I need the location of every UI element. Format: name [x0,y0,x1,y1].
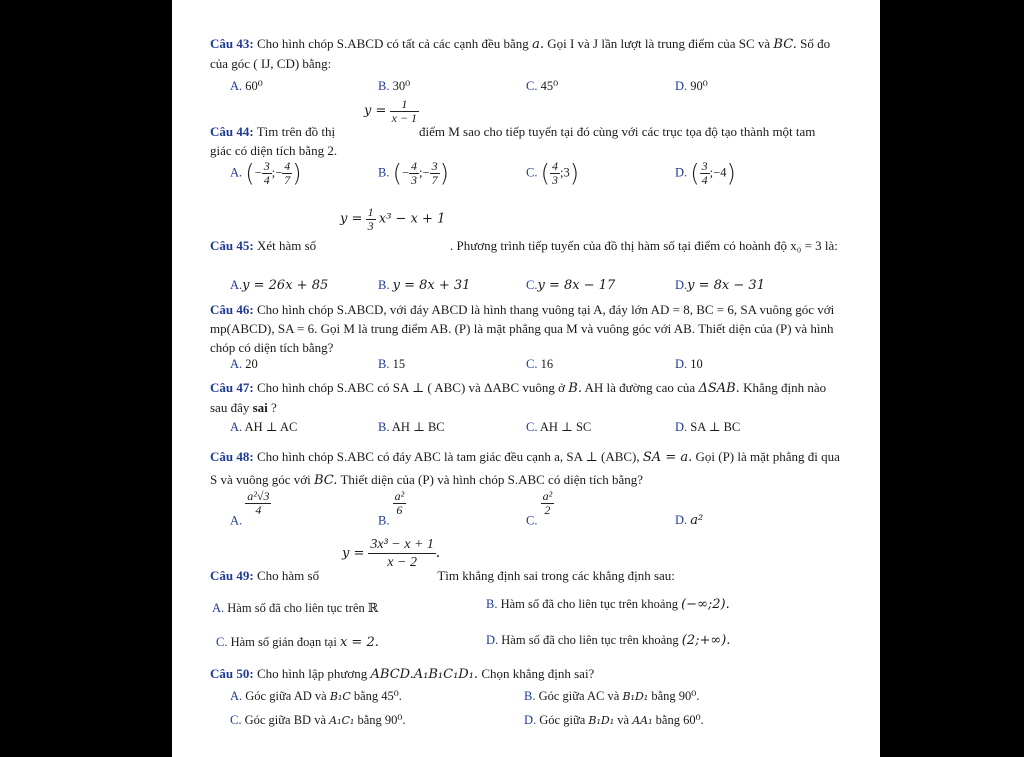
option-a[interactable] [230,419,297,435]
option-label: A. [230,513,243,528]
option-label: A. [230,420,243,434]
question-46 [210,300,840,357]
math-var: BC. [314,473,338,488]
fraction-numerator: 4 [411,159,418,173]
formula-lhs: y = [364,103,387,119]
fraction-numerator: 1 [390,98,419,112]
option-label: B. [378,165,390,180]
fraction-numerator: 3x³ − x + 1 [370,537,434,552]
question-text: AH là đường cao của [584,380,696,395]
question-text: Số đo của góc ( IJ, CD) bằng: [210,36,831,71]
fraction-numerator: a²√3 [247,489,270,503]
formula-lhs: y = [342,546,365,562]
option-math: B₁D₁ [622,690,649,703]
option-c[interactable] [526,490,554,528]
option-label: C. [526,420,538,434]
fraction-numerator: 3 [701,159,708,173]
option-a[interactable] [230,688,402,705]
option-label: A. [230,357,243,371]
option-math: B₁D₁ [588,714,615,727]
question-49 [210,566,840,585]
option-math: (−∞;2). [681,597,730,612]
fraction-denominator: 4 [263,173,270,187]
option-label: D. [675,79,688,93]
option-c[interactable] [526,419,591,435]
option-b[interactable] [378,78,410,94]
option-text: bằng 45⁰. [353,689,402,703]
question-48 [210,446,840,492]
sign: − [275,165,283,180]
option-label: D. [486,633,499,647]
option-label: D. [675,165,688,180]
option-value: 90⁰ [690,79,708,93]
option-a[interactable] [230,277,328,294]
option-label: A. [212,601,225,615]
question-text: . Phương trình tiếp tuyến của đồ thị hàm số tại điểm có hoành độ x₀ = 3 là: [450,238,838,253]
fraction-denominator: 4 [255,503,262,517]
question-47 [210,378,840,417]
question-45-text [210,236,840,255]
option-label: A. [230,278,243,292]
option-value: 20 [245,357,258,371]
option-value: 30⁰ [392,79,411,93]
paren-close: ) [726,159,736,188]
fraction-numerator: 1 [367,205,374,219]
question-50 [210,664,840,684]
option-math: (2;+∞). [681,633,731,648]
fraction-denominator: 6 [396,503,403,517]
math-var: SA = a. [642,450,693,465]
paren-open: ( [245,159,255,188]
formula-dot: . [435,544,440,562]
option-a[interactable]: A. (− $\frac{3}{4}$ ;− $\frac{4}{7}$ ) [230,159,302,188]
option-value: Hàm số gián đoạn tại [230,635,337,649]
option-text: và [617,713,630,727]
question-text: Xét hàm số [256,238,317,253]
option-label: B. [378,420,390,434]
question-number: Câu 43: [210,36,254,51]
option-math: B₁C [329,690,351,703]
question-text: Tìm trên đồ thị [256,124,336,139]
option-value: AH ⊥ SC [539,420,592,434]
option-label: C. [526,357,538,371]
option-text: Góc giữa AC và [538,689,620,703]
option-text: bằng 60⁰. [655,713,704,727]
emphasis-sai: sai [252,400,268,415]
option-label: C. [230,713,242,727]
question-44-text [210,122,840,160]
option-value: y = 8x − 31 [687,278,765,293]
math-var: ABCD.A₁B₁C₁D₁. [370,667,479,682]
fraction-denominator: 3 [551,173,558,187]
paren-open: ( [540,159,550,188]
option-d[interactable] [675,277,765,294]
question-number: Câu 50: [210,666,254,681]
option-text: Góc giữa [539,713,586,727]
option-d[interactable] [675,512,703,529]
fraction-denominator: 7 [284,173,291,187]
option-b[interactable] [378,356,405,372]
option-label: D. [675,278,688,292]
option-label: A. [230,79,243,93]
question-number: Câu 48: [210,449,254,464]
function-formula [364,98,419,125]
option-label: B. [378,513,390,528]
option-label: C. [526,513,538,528]
option-b[interactable]: B. (− $\frac{4}{3}$ ;− $\frac{3}{7}$ ) [378,159,449,188]
option-value: SA ⊥ BC [690,420,741,434]
option-d[interactable] [486,632,730,649]
option-a[interactable] [230,78,263,94]
fraction-numerator: a² [542,489,553,503]
option-b[interactable] [378,419,445,435]
question-number: Câu 47: [210,380,254,395]
question-text: Cho hàm số [256,568,320,583]
fraction-denominator: x − 2 [387,555,417,570]
option-a[interactable] [230,356,258,372]
fraction-numerator: 3 [431,159,438,173]
question-text: Gọi (P) là mặt phẳng đi qua S và vuông góc với [210,449,840,487]
question-text: Cho hình chóp S.ABC có đáy ABC là tam giác đều cạnh a, SA ⊥ (ABC), [256,449,640,464]
option-label: D. [675,513,688,527]
option-c[interactable] [526,356,553,372]
option-label: C. [216,635,228,649]
option-label: C. [526,165,538,180]
option-c[interactable] [526,277,615,294]
option-label: D. [675,420,688,434]
question-number: Câu 44: [210,124,254,139]
option-value: Hàm số đã cho liên tục trên khoảng [501,633,679,647]
math-var: B. [568,381,582,396]
option-value: Hàm số đã cho liên tục trên khoảng [500,597,678,611]
option-d[interactable]: D. ( $\frac{3}{4}$ ;−4) [675,159,736,188]
option-a[interactable] [212,600,378,616]
option-value: y = 8x + 31 [392,278,471,293]
question-text: Cho hình lập phương [256,666,368,681]
fraction-denominator: 7 [431,173,438,187]
fraction-denominator: 4 [701,173,708,187]
math-var: a. [532,37,544,52]
option-d[interactable] [675,419,740,435]
option-value: AH ⊥ AC [244,420,298,434]
option-value: AH ⊥ BC [391,420,445,434]
option-value: 45⁰ [540,79,559,93]
paren-close: ) [439,159,449,188]
option-label: B. [378,79,390,93]
option-label: B. [378,278,390,292]
option-value: 10 [690,357,703,371]
option-c[interactable] [216,634,379,651]
fraction-numerator: a² [394,489,405,503]
question-text: ? [271,400,277,415]
question-text: Cho hình chóp S.ABCD có tất cả các cạnh đều bằng [256,36,529,51]
option-d[interactable] [524,712,704,729]
option-b[interactable] [378,277,470,294]
paren-close: ) [569,159,580,188]
fraction-denominator: 3 [367,219,374,233]
option-label: C. [526,278,538,292]
question-text: Chọn khẳng định sai? [481,666,595,681]
fraction-numerator: 3 [263,159,270,173]
option-text: Góc giữa AD và [245,689,327,703]
option-value: 60⁰ [245,79,263,93]
option-b[interactable] [378,490,406,528]
option-label: D. [524,713,537,727]
option-b[interactable] [524,688,699,705]
question-43 [210,34,840,73]
option-text: Góc giữa BD và [244,713,327,727]
option-b[interactable] [486,596,730,613]
math-var: ΔSAB. [698,381,740,396]
sign: − [422,165,430,180]
option-value: y = 26x + 85 [242,278,329,293]
formula-rest: x³ − x + 1 [378,211,446,227]
option-label: D. [675,357,688,371]
option-c[interactable] [230,712,406,729]
option-value: 16 [540,357,554,371]
option-text: bằng 90⁰. [357,713,406,727]
coord-y: 3 [563,165,570,180]
question-number: Câu 49: [210,568,254,583]
option-c[interactable]: C. ( $\frac{4}{3}$ ;3) [526,159,580,188]
option-label: A. [230,165,243,180]
question-text: điểm M sao cho tiếp tuyến tại đó cùng với các trục tọa độ tạo thành một tam giác có diện tích bằng 2. [210,124,816,158]
option-math: x = 2. [339,635,379,650]
exam-page [172,0,880,757]
sign: − [401,165,410,180]
option-label: B. [524,689,536,703]
option-value: a² [690,513,704,528]
question-text: Thiết diện của (P) và hình chóp S.ABC có diện tích bằng? [340,472,643,487]
option-c[interactable] [526,78,558,94]
option-value: y = 8x − 17 [537,278,616,293]
option-d[interactable] [675,356,703,372]
option-a[interactable] [230,490,271,528]
fraction-numerator: 4 [551,159,558,173]
question-number: Câu 45: [210,238,254,253]
option-value: Hàm số đã cho liên tục trên ℝ [227,601,379,615]
math-var: BC. [773,37,797,52]
paren-close: ) [292,159,302,188]
formula-lhs: y = [340,211,363,227]
option-value: 15 [392,357,406,371]
option-math: A₁C₁ [329,714,355,727]
fraction-denominator: 3 [411,173,418,187]
coord-y: −4 [713,165,727,180]
option-label: B. [378,357,390,371]
paren-open: ( [392,159,402,188]
fraction-denominator: 2 [544,503,551,517]
question-text: Cho hình chóp S.ABC có SA ⊥ ( ABC) và ΔABC vuông ở [256,380,566,395]
option-label: A. [230,689,243,703]
function-formula [340,206,445,233]
question-text: Khẳng định nào sau đây [210,380,827,415]
option-math: AA₁ [632,714,653,727]
question-number: Câu 46: [210,302,254,317]
option-text: bằng 90⁰. [651,689,700,703]
sign: − [254,165,262,180]
fraction-denominator: x − 1 [391,111,418,125]
option-d[interactable] [675,78,708,94]
fraction-numerator: 4 [284,159,291,173]
question-text: Cho hình chóp S.ABCD, với đáy ABCD là hình thang vuông tại A, đáy lớn AD = 8, BC = 6, SA vuông góc với mp(ABCD), SA = 6. Gọi M là trung điểm AB. (P) là mặt phẳng qua M và vuông góc với AB. Thiết diện của (P) và hình chóp có diện tích bằng? [210,302,835,355]
option-label: B. [486,597,498,611]
paren-open: ( [690,159,700,188]
question-text: Tìm khẳng định sai trong các khẳng định sau: [437,568,675,583]
question-text: Gọi I và J lần lượt là trung điểm của SC và [547,36,771,51]
option-label: C. [526,79,538,93]
